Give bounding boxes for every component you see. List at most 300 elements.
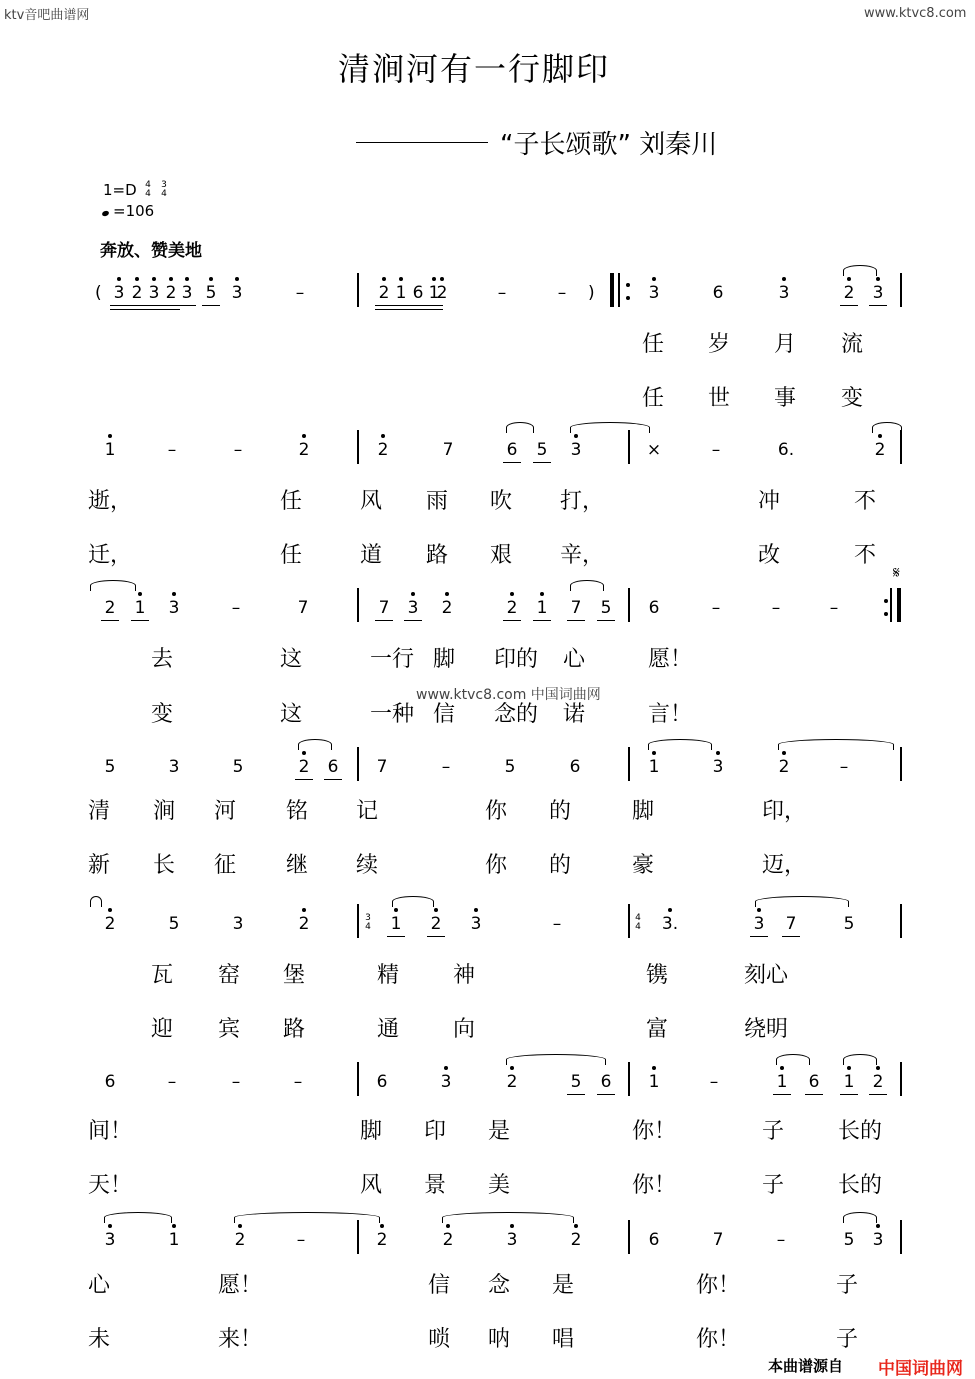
bar-line [628, 588, 630, 622]
bar-line [890, 588, 892, 622]
source-label: 本曲谱源自 [768, 1357, 844, 1375]
note: 7 [297, 598, 309, 618]
note: 5 [504, 757, 516, 777]
note: 5 [232, 757, 244, 777]
lyric-syllable: 长的 [838, 1119, 883, 1144]
beam-line [533, 620, 551, 622]
lyric-syllable: 未 [88, 1327, 111, 1352]
lyric-syllable: 宾 [218, 1017, 241, 1042]
octave-dot [510, 592, 514, 596]
octave-dot [652, 751, 656, 755]
lyric-syllable: 的 [549, 799, 572, 824]
octave-dot [138, 592, 142, 596]
intro-open-paren: ( [95, 283, 102, 303]
tie-arc [776, 1054, 810, 1065]
bar-line [357, 1220, 359, 1254]
note: 3 [774, 283, 794, 303]
octave-dot [847, 277, 851, 281]
beam-line [503, 462, 521, 464]
lyric-syllable: 风 [360, 489, 383, 514]
note: 1 [391, 283, 411, 303]
lyric-syllable: 新 [88, 853, 111, 878]
beam-line [782, 936, 800, 938]
rest-dash: – [771, 598, 781, 618]
lyric-syllable: 路 [283, 1017, 306, 1042]
lyric-syllable: 豪 [632, 853, 655, 878]
rest-dash: – [776, 1230, 786, 1250]
lyric-syllable: 唱 [552, 1327, 575, 1352]
note: 6. [777, 440, 795, 460]
lyric-syllable: 子 [836, 1327, 859, 1352]
bar-line [900, 904, 902, 938]
note: 3 [403, 598, 423, 618]
bar-line [628, 747, 630, 781]
lyric-syllable: 窑 [218, 963, 241, 988]
octave-dot [574, 1224, 578, 1228]
beam-line [162, 309, 180, 311]
octave-dot [152, 277, 156, 281]
lyric-syllable: 精 [377, 963, 400, 988]
note: 2 [294, 440, 314, 460]
bar-line [900, 430, 902, 464]
rest-dash: – [296, 1230, 306, 1250]
bar-line [628, 430, 630, 464]
octave-dot [446, 1224, 450, 1228]
tie-arc [104, 1212, 172, 1223]
lyric-syllable: 继 [286, 853, 309, 878]
octave-dot [757, 908, 761, 912]
lyric-syllable: 迎 [151, 1017, 174, 1042]
lyric-syllable: 是 [552, 1273, 575, 1298]
beam-line [295, 779, 313, 781]
note: 2 [868, 1072, 888, 1092]
tie-arc [570, 422, 650, 433]
segno-icon: 𝄋 [893, 563, 900, 582]
note: 5 [596, 598, 616, 618]
note: 1 [100, 440, 120, 460]
lyric-syllable: 任 [642, 332, 665, 357]
lyric-syllable: 脚 [632, 799, 655, 824]
beam-line [567, 620, 585, 622]
octave-dot [108, 1224, 112, 1228]
tie-arc [843, 265, 877, 276]
note: 2 [373, 440, 393, 460]
octave-dot [574, 434, 578, 438]
tie-arc [872, 422, 902, 433]
lyric-syllable: 涧 [153, 799, 176, 824]
octave-dot [782, 277, 786, 281]
lyric-syllable: 念的 [494, 702, 539, 727]
rest-dash: – [709, 1072, 719, 1092]
beam-line [869, 305, 887, 307]
lyric-syllable: 你！ [696, 1327, 741, 1352]
bar-line [900, 747, 902, 781]
beam-line [750, 936, 768, 938]
octave-dot [780, 1066, 784, 1070]
note: 6 [569, 757, 581, 777]
octave-dot [172, 1224, 176, 1228]
lyric-syllable: 来！ [218, 1327, 263, 1352]
page-title: 清涧河有一行脚印 [338, 50, 611, 88]
lyric-syllable: 征 [214, 853, 237, 878]
lyric-syllable: 改 [758, 543, 781, 568]
beam-line [869, 1094, 887, 1096]
note: 7 [566, 598, 586, 618]
octave-dot [440, 277, 444, 281]
beam-line [392, 305, 410, 307]
note: 3 [566, 440, 586, 460]
beam-line [101, 620, 119, 622]
lyric-syllable: 言！ [648, 702, 693, 727]
beam-line [533, 462, 551, 464]
lyric-syllable: 绕明 [744, 1017, 789, 1042]
beam-line [324, 779, 342, 781]
repeat-dot [626, 283, 630, 287]
note: 3 [144, 283, 164, 303]
lyric-syllable: 去 [151, 647, 174, 672]
note: 1 [424, 283, 444, 303]
note: 1 [644, 1072, 664, 1092]
octave-dot [169, 277, 173, 281]
octave-dot [380, 1224, 384, 1228]
note: 3 [164, 598, 184, 618]
beam-line [425, 305, 443, 307]
note: 3 [227, 283, 247, 303]
lyric-syllable: 镌 [646, 963, 669, 988]
lyric-syllable: 任 [642, 386, 665, 411]
lyric-syllable: 你！ [696, 1273, 741, 1298]
rest-dash: – [233, 440, 243, 460]
lyric-syllable: 变 [841, 386, 864, 411]
beam-line [145, 309, 163, 311]
bar-line [357, 904, 359, 938]
lyric-syllable: 你 [485, 799, 508, 824]
octave-dot [878, 434, 882, 438]
bar-line [357, 273, 359, 307]
note: 6 [408, 283, 428, 303]
note: 6 [596, 1072, 616, 1092]
beam-line [773, 1094, 791, 1096]
lyric-syllable: 逝， [88, 489, 133, 514]
lyric-syllable: 印的 [494, 647, 539, 672]
note: 5 [104, 757, 116, 777]
lyric-syllable: 脚 [433, 647, 456, 672]
beam-line [840, 1094, 858, 1096]
thick-bar-line [610, 273, 614, 307]
lyric-syllable: 美 [488, 1173, 511, 1198]
beam-line [805, 1094, 823, 1096]
lyric-syllable: 迁， [88, 543, 133, 568]
lyric-syllable: 雨 [426, 489, 449, 514]
octave-dot [432, 277, 436, 281]
lyric-syllable: 的 [549, 853, 572, 878]
note: 1 [772, 1072, 792, 1092]
rest-dash: – [711, 598, 721, 618]
octave-dot [209, 277, 213, 281]
lyric-syllable: 变 [151, 702, 174, 727]
lyric-syllable: 间！ [88, 1119, 133, 1144]
note: 3 [868, 1230, 888, 1250]
lyric-syllable: 呐 [488, 1327, 511, 1352]
octave-dot [540, 592, 544, 596]
tie-arc [648, 739, 712, 750]
note: 2 [839, 283, 859, 303]
octave-dot [474, 908, 478, 912]
lyric-syllable: 唢 [428, 1327, 451, 1352]
rest-dash: – [167, 1072, 177, 1092]
lyric-syllable: 任 [280, 489, 303, 514]
octave-dot [382, 277, 386, 281]
octave-dot [108, 434, 112, 438]
time-signature-change: 3 4 [365, 913, 371, 932]
repeat-dot [884, 599, 888, 603]
octave-dot [876, 1224, 880, 1228]
octave-dot [381, 434, 385, 438]
note: 6 [712, 283, 724, 303]
lyric-syllable: 事 [774, 386, 797, 411]
subtitle: “子长颂歌” 刘秦川 [500, 130, 718, 160]
tie-arc [778, 739, 894, 750]
note: 2 [502, 598, 522, 618]
lyric-syllable: 子 [762, 1119, 785, 1144]
note: 5 [201, 283, 221, 303]
repeat-start-dots [626, 280, 630, 302]
tie-arc [392, 896, 434, 907]
beam-line [427, 936, 445, 938]
bar-line [900, 1062, 902, 1096]
note: 6 [323, 757, 343, 777]
note: 6 [104, 1072, 116, 1092]
bar-line [628, 1062, 630, 1096]
rest-dash: – [557, 283, 567, 303]
octave-dot [445, 592, 449, 596]
beam-line [840, 305, 858, 307]
bar-line [357, 747, 359, 781]
lyric-syllable: 愿！ [218, 1273, 263, 1298]
note: 3 [644, 283, 664, 303]
note: 2 [774, 757, 794, 777]
tie-arc [506, 422, 534, 433]
note: 2 [230, 1230, 250, 1250]
lyric-syllable: 你 [485, 853, 508, 878]
octave-dot [411, 592, 415, 596]
rest-dash: – [231, 598, 241, 618]
lyric-syllable: 是 [488, 1119, 511, 1144]
beam-line [131, 620, 149, 622]
lyric-syllable: 任 [280, 543, 303, 568]
lyric-syllable: 清 [88, 799, 111, 824]
lyric-syllable: 神 [453, 963, 476, 988]
note: 7 [374, 598, 394, 618]
octave-dot [510, 1224, 514, 1228]
note: 6 [376, 1072, 388, 1092]
note: 3 [436, 1072, 456, 1092]
note: 3 [177, 283, 197, 303]
beam-line [202, 305, 220, 307]
note: 6 [804, 1072, 824, 1092]
time-signature-4-4: 4 4 [145, 180, 151, 199]
lyric-syllable: 子 [836, 1273, 859, 1298]
tie-arc [843, 1054, 877, 1065]
octave-dot [302, 751, 306, 755]
lyric-syllable: 念 [488, 1273, 511, 1298]
note: 7 [442, 440, 454, 460]
note: 2 [161, 283, 181, 303]
octave-dot [185, 277, 189, 281]
lyric-syllable: 瓦 [151, 963, 174, 988]
note: 1 [644, 757, 664, 777]
beam-line [597, 620, 615, 622]
lyric-syllable: 富 [646, 1017, 669, 1042]
note: 3 [168, 757, 180, 777]
lyric-syllable: 刻心 [744, 963, 789, 988]
rest-dash: – [231, 1072, 241, 1092]
bar-line [628, 1220, 630, 1254]
repeat-dot [884, 612, 888, 616]
octave-dot [652, 277, 656, 281]
lyric-syllable: 铭 [286, 799, 309, 824]
lyric-syllable: 愿！ [648, 647, 693, 672]
octave-dot [876, 1066, 880, 1070]
lyric-syllable: 岁 [708, 332, 731, 357]
intro-close-paren: ) [588, 283, 595, 303]
note: 3 [109, 283, 129, 303]
lyric-syllable: 续 [356, 853, 379, 878]
note: 3 [708, 757, 728, 777]
note: 6 [648, 1230, 660, 1250]
note: 2 [127, 283, 147, 303]
note: 5 [532, 440, 552, 460]
key-signature: 1=D [103, 181, 137, 199]
beam-line [178, 305, 196, 307]
lyric-syllable: 记 [356, 799, 379, 824]
rest-dash: – [441, 757, 451, 777]
note: 2 [372, 1230, 392, 1250]
octave-dot [876, 277, 880, 281]
beam-line [404, 620, 422, 622]
note: 1 [532, 598, 552, 618]
beam-line [128, 305, 146, 307]
beam-line [375, 309, 393, 311]
rest-dash: – [293, 1072, 303, 1092]
note: 2 [294, 914, 314, 934]
note: 3 [232, 914, 244, 934]
note: 2 [100, 914, 120, 934]
tie-arc [442, 1212, 574, 1223]
note: 3. [660, 914, 680, 934]
octave-dot [716, 751, 720, 755]
tie-arc [298, 739, 332, 750]
lyric-syllable: 心 [563, 647, 586, 672]
lyric-syllable: 子 [762, 1173, 785, 1198]
octave-dot [108, 908, 112, 912]
note: 2 [374, 283, 394, 303]
note: 2 [502, 1072, 522, 1092]
thick-bar-line [897, 588, 901, 622]
octave-dot [172, 592, 176, 596]
beam-line [128, 309, 146, 311]
note: 2 [294, 757, 314, 777]
lyric-syllable: 辛， [560, 543, 605, 568]
note: 1 [164, 1230, 184, 1250]
lyric-syllable: 吹 [490, 489, 513, 514]
tie-arc [90, 580, 136, 591]
lyric-syllable: 堡 [283, 963, 306, 988]
lyric-syllable: 天！ [88, 1173, 133, 1198]
lyric-syllable: 冲 [758, 489, 781, 514]
note: 2 [566, 1230, 586, 1250]
octave-dot [302, 908, 306, 912]
octave-dot [668, 908, 672, 912]
lyric-syllable: 一种 [370, 702, 415, 727]
beam-line [597, 1094, 615, 1096]
bar-line [357, 430, 359, 464]
note: 1 [386, 914, 406, 934]
rest-dash: – [552, 914, 562, 934]
lyric-syllable: 心 [88, 1273, 111, 1298]
lyric-syllable: 你！ [632, 1173, 677, 1198]
note: 3 [749, 914, 769, 934]
octave-dot [652, 1066, 656, 1070]
note: 5 [566, 1072, 586, 1092]
octave-dot [847, 1066, 851, 1070]
tempo: =106 [113, 202, 155, 220]
source-name: 中国词曲网 [878, 1359, 963, 1379]
rest-dash: – [167, 440, 177, 460]
note: 3 [868, 283, 888, 303]
octave-dot [399, 277, 403, 281]
note: 2 [437, 598, 457, 618]
beam-line [567, 1094, 585, 1096]
beam-line [387, 936, 405, 938]
octave-dot [302, 434, 306, 438]
note: 7 [712, 1230, 724, 1250]
lyric-syllable: 不 [854, 489, 877, 514]
lyric-syllable: 道 [360, 543, 383, 568]
time-signature-change: 4 4 [635, 913, 641, 932]
beam-line [375, 620, 393, 622]
rest-dash: – [839, 757, 849, 777]
lyric-syllable: 风 [360, 1173, 383, 1198]
lyric-syllable: 脚 [360, 1119, 383, 1144]
bar-line [900, 273, 902, 307]
lyric-syllable: 向 [453, 1017, 476, 1042]
lyric-syllable: 这 [280, 647, 303, 672]
rest-dash: – [295, 283, 305, 303]
note: × [646, 440, 662, 460]
note: 5 [843, 1230, 855, 1250]
octave-dot [238, 1224, 242, 1228]
lyric-syllable: 长的 [838, 1173, 883, 1198]
lyric-syllable: 不 [854, 543, 877, 568]
octave-dot [510, 1066, 514, 1070]
lyric-syllable: 诺 [563, 702, 586, 727]
tie-arc [506, 1054, 606, 1065]
lyric-syllable: 信 [428, 1273, 451, 1298]
lyric-syllable: 长 [153, 853, 176, 878]
quarter-note-icon [101, 210, 109, 217]
note: 1 [839, 1072, 859, 1092]
bar-line [618, 273, 620, 307]
bar-line [628, 904, 630, 938]
note: 2 [426, 914, 446, 934]
lyric-syllable: 通 [377, 1017, 400, 1042]
octave-dot [444, 1066, 448, 1070]
lyric-syllable: 印 [424, 1119, 447, 1144]
lyric-syllable: 打， [560, 489, 605, 514]
subtitle-dash [356, 142, 488, 143]
note: 5 [168, 914, 180, 934]
